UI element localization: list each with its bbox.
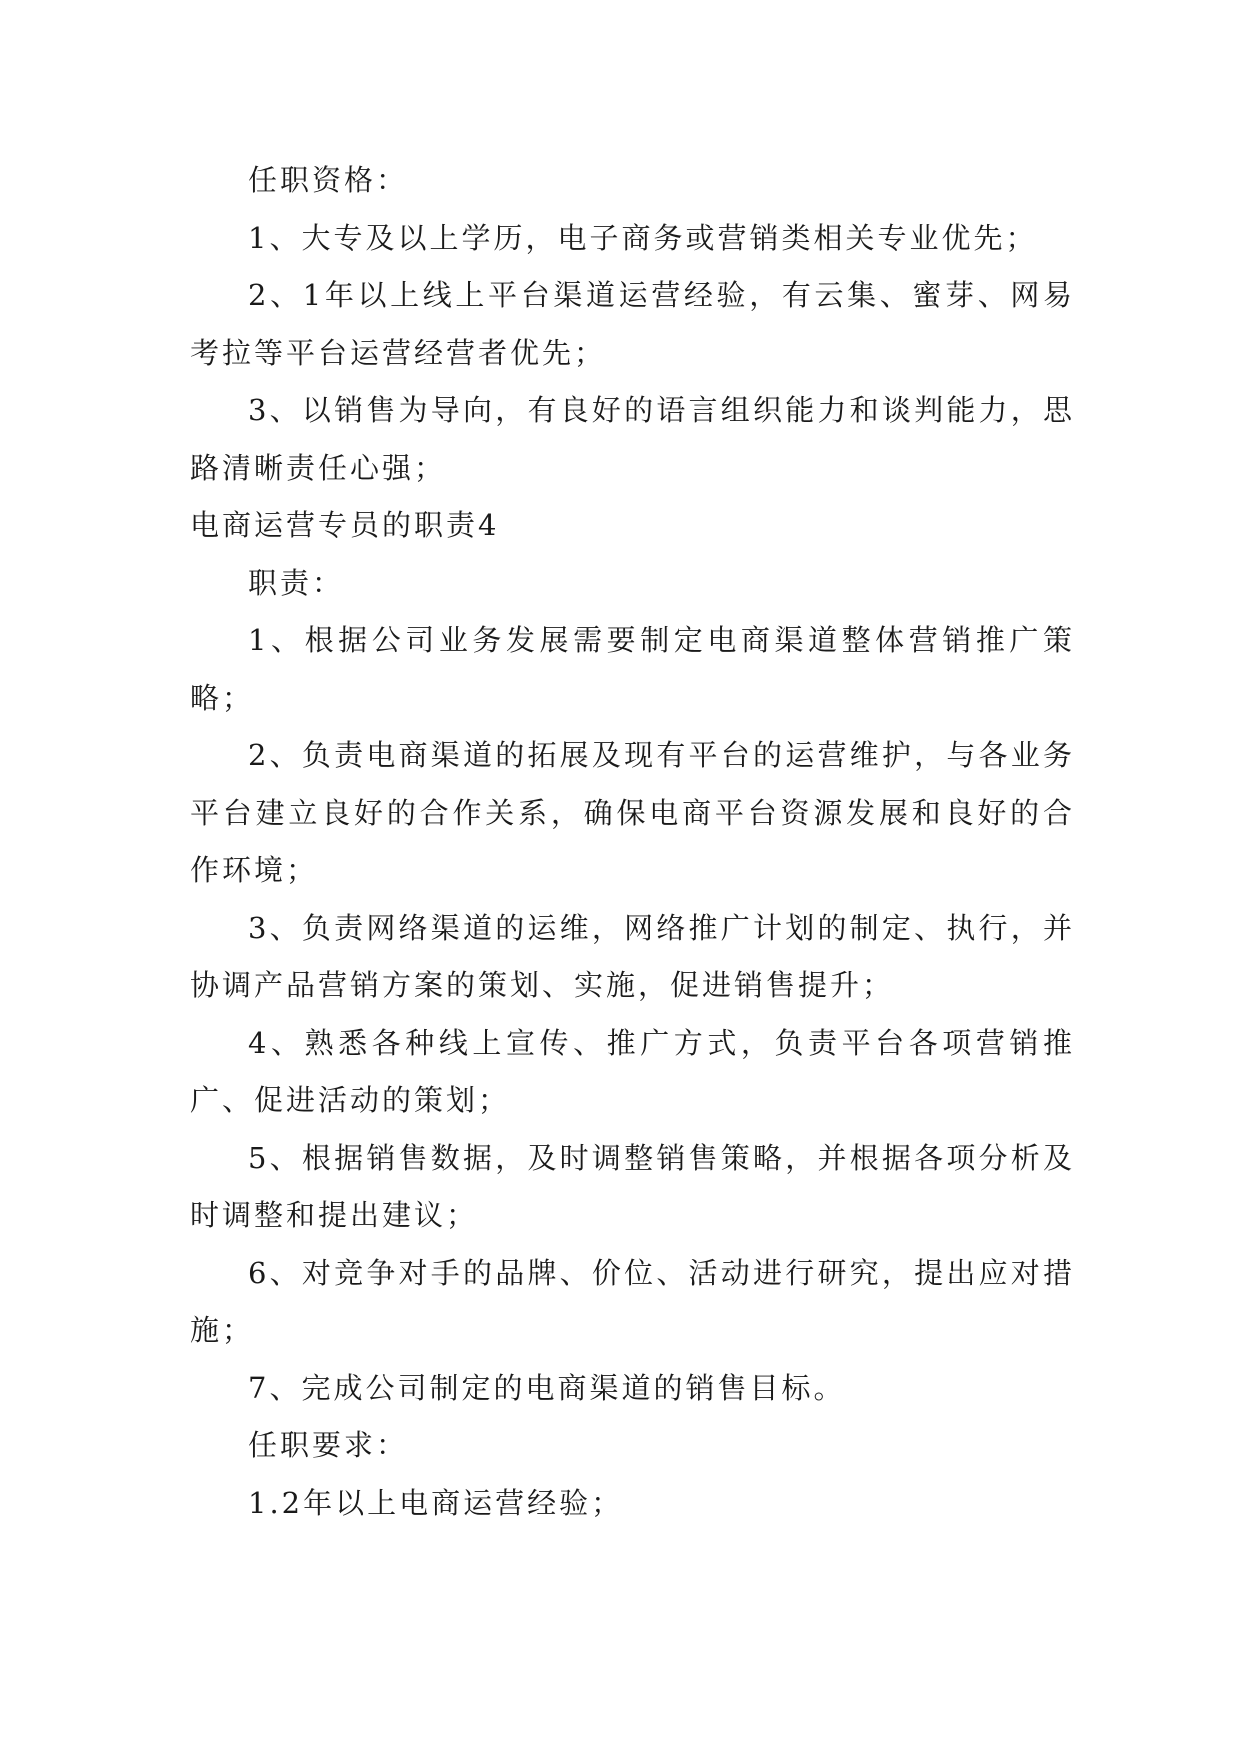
paragraph-duty-5: 5、根据销售数据，及时调整销售策略，并根据各项分析及时调整和提出建议；: [190, 1140, 1075, 1232]
paragraph-requirement-1: 1.2年以上电商运营经验；: [248, 1485, 624, 1520]
paragraph-duty-1: 1、根据公司业务发展需要制定电商渠道整体营销推广策略；: [190, 623, 1075, 715]
section-title: 电商运营专员的职责4: [190, 508, 500, 542]
paragraph-requirements-heading: 任职要求：: [248, 1428, 409, 1462]
paragraph-qualification-3: 3、以销售为导向，有良好的语言组织能力和谈判能力，思路清晰责任心强；: [190, 393, 1075, 485]
paragraph-duty-7: 7、完成公司制定的电商渠道的销售目标。: [248, 1370, 846, 1405]
document-page: [190, 152, 1075, 1532]
paragraph-duty-4: 4、熟悉各种线上宣传、推广方式，负责平台各项营销推广、促进活动的策划；: [190, 1025, 1075, 1117]
paragraph-qualification-1: 1、大专及以上学历，电子商务或营销类相关专业优先；: [248, 220, 1038, 255]
paragraph-duty-6: 6、对竞争对手的品牌、价位、活动进行研究，提出应对措施；: [190, 1255, 1075, 1347]
paragraph-duty-2: 2、负责电商渠道的拓展及现有平台的运营维护，与各业务平台建立良好的合作关系，确保电商平台资源发展和良好的合作环境；: [190, 738, 1075, 887]
paragraph-duties-heading: 职责：: [248, 565, 345, 600]
paragraph-qualifications-heading: 任职资格：: [248, 163, 409, 197]
paragraph-qualification-2: 2、1年以上线上平台渠道运营经验，有云集、蜜芽、网易考拉等平台运营经营者优先；: [190, 278, 1075, 370]
paragraph-duty-3: 3、负责网络渠道的运维，网络推广计划的制定、执行，并协调产品营销方案的策划、实施，促进销售提升；: [190, 910, 1075, 1002]
